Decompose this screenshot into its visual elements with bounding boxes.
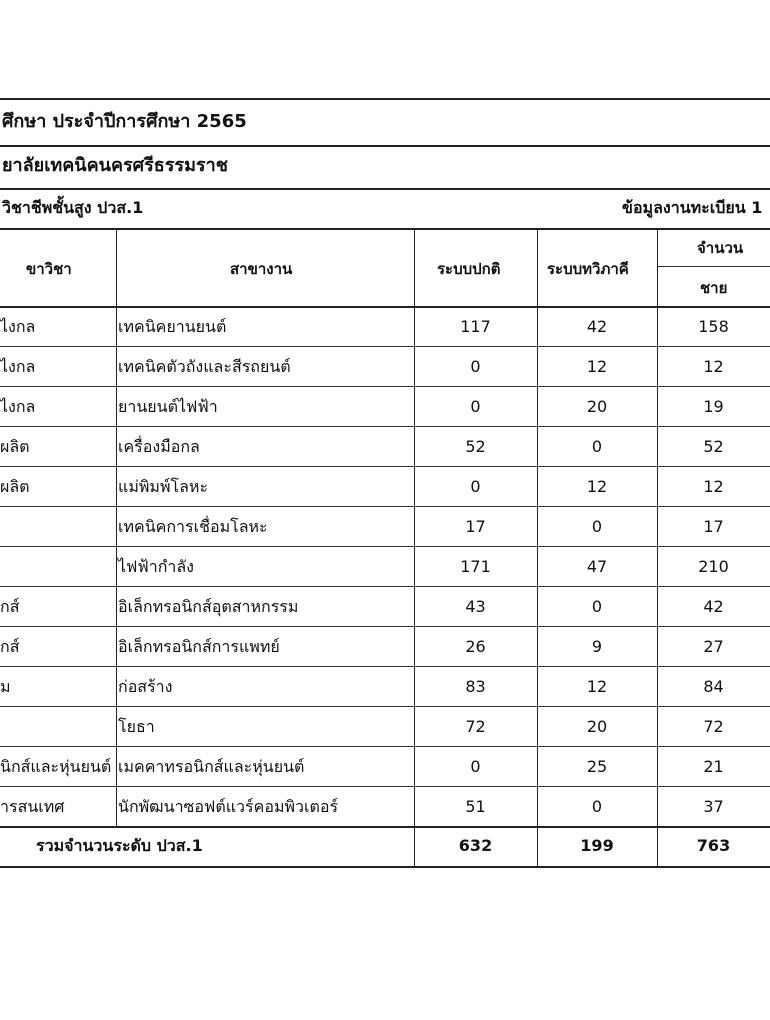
row-divider xyxy=(0,466,770,467)
row-male: 72 xyxy=(703,717,724,736)
row-male: 19 xyxy=(703,397,724,416)
row-dual: 42 xyxy=(586,317,608,336)
row-dept: ผลิต xyxy=(0,437,30,456)
row-dual: 0 xyxy=(591,517,603,536)
row-regular: 51 xyxy=(465,797,486,816)
row-dept: นิกส์และหุ่นยนต์ xyxy=(0,757,112,776)
row-dept: ไงกล xyxy=(0,357,36,376)
row-dual: 0 xyxy=(591,437,603,456)
report-title: ศึกษา ประจำปีการศึกษา 2565 xyxy=(2,111,247,132)
col-divider xyxy=(116,228,117,826)
col-regular-header: ระบบปกติ xyxy=(437,260,501,278)
total-dual: 199 xyxy=(580,836,614,855)
col-male-header: ชาย xyxy=(700,279,728,297)
level-label: วิชาชีพชั้นสูง ปวส.1 xyxy=(2,198,144,217)
row-field: ก่อสร้าง xyxy=(118,677,173,696)
row-field: แม่พิมพ์โลหะ xyxy=(118,477,209,496)
count-subheader-line xyxy=(657,266,770,267)
row-regular: 83 xyxy=(465,677,486,696)
row-male: 84 xyxy=(703,677,724,696)
row-regular: 0 xyxy=(470,757,481,776)
total-regular: 632 xyxy=(458,836,493,855)
frame-line xyxy=(0,188,770,190)
row-regular: 0 xyxy=(470,477,481,496)
row-male: 12 xyxy=(703,477,724,496)
college-name: ยาลัยเทคนิคนครศรีธรรมราช xyxy=(2,155,228,176)
col-count-header: จำนวน xyxy=(697,239,744,257)
row-field: ยานยนต์ไฟฟ้า xyxy=(118,397,218,416)
row-dual: 25 xyxy=(586,757,608,776)
row-field: อิเล็กทรอนิกส์อุตสาหกรรม xyxy=(118,597,299,616)
row-dept: ม xyxy=(0,677,11,696)
row-dept: ไงกล xyxy=(0,317,36,336)
row-field: ไฟฟ้ากำลัง xyxy=(118,557,194,576)
row-divider xyxy=(0,426,770,427)
row-male: 42 xyxy=(703,597,724,616)
row-field: เมคคาทรอนิกส์และหุ่นยนต์ xyxy=(118,757,305,776)
frame-line xyxy=(0,145,770,147)
source-label: ข้อมูลงานทะเบียน 1 xyxy=(622,198,763,217)
row-regular: 52 xyxy=(465,437,486,456)
row-field: เทคนิคยานยนต์ xyxy=(118,317,227,336)
row-divider xyxy=(0,506,770,507)
row-dual: 47 xyxy=(586,557,608,576)
row-dept: ไงกล xyxy=(0,397,36,416)
row-regular: 26 xyxy=(465,637,486,656)
row-divider xyxy=(0,586,770,587)
row-dept: กส์ xyxy=(0,597,20,616)
row-dual: 0 xyxy=(591,597,603,616)
total-top-line xyxy=(0,826,770,828)
row-male: 27 xyxy=(703,637,724,656)
row-divider xyxy=(0,386,770,387)
row-regular: 43 xyxy=(465,597,486,616)
row-dept: กส์ xyxy=(0,637,20,656)
row-field: เครื่องมือกล xyxy=(118,437,200,456)
row-field: นักพัฒนาซอฟต์แวร์คอมพิวเตอร์ xyxy=(118,797,339,816)
row-male: 158 xyxy=(698,317,729,336)
row-male: 37 xyxy=(703,797,724,816)
row-dept: ผลิต xyxy=(0,477,30,496)
total-label: รวมจำนวนระดับ ปวส.1 xyxy=(36,836,203,855)
row-male: 12 xyxy=(703,357,724,376)
row-dual: 20 xyxy=(586,717,608,736)
col-field-header: สาขางาน xyxy=(230,260,293,278)
col-dept-header: ขาวิชา xyxy=(26,260,72,278)
row-dept: ารสนเทศ xyxy=(0,797,65,816)
row-divider xyxy=(0,626,770,627)
row-field: เทคนิคการเชื่อมโลหะ xyxy=(118,517,268,536)
row-divider xyxy=(0,666,770,667)
col-dual-header: ระบบทวิภาคี xyxy=(547,260,629,278)
row-dual: 20 xyxy=(586,397,608,416)
row-regular: 171 xyxy=(460,557,491,576)
row-divider xyxy=(0,746,770,747)
row-male: 17 xyxy=(703,517,724,536)
frame-line xyxy=(0,98,770,100)
row-field: โยธา xyxy=(118,717,155,736)
row-dual: 12 xyxy=(586,477,608,496)
row-divider xyxy=(0,786,770,787)
row-regular: 117 xyxy=(460,317,491,336)
row-dual: 9 xyxy=(591,637,603,656)
total-male: 763 xyxy=(696,836,731,855)
row-male: 21 xyxy=(703,757,724,776)
row-divider xyxy=(0,706,770,707)
row-dual: 0 xyxy=(591,797,603,816)
row-male: 210 xyxy=(698,557,729,576)
total-bottom-line xyxy=(0,866,770,868)
row-regular: 72 xyxy=(465,717,486,736)
row-dual: 12 xyxy=(586,677,608,696)
row-divider xyxy=(0,346,770,347)
row-field: อิเล็กทรอนิกส์การแพทย์ xyxy=(118,637,280,656)
row-male: 52 xyxy=(703,437,724,456)
row-regular: 0 xyxy=(470,357,481,376)
row-regular: 0 xyxy=(470,397,481,416)
row-dual: 12 xyxy=(586,357,608,376)
row-regular: 17 xyxy=(465,517,486,536)
row-divider xyxy=(0,546,770,547)
row-field: เทคนิคตัวถังและสีรถยนต์ xyxy=(118,357,291,376)
